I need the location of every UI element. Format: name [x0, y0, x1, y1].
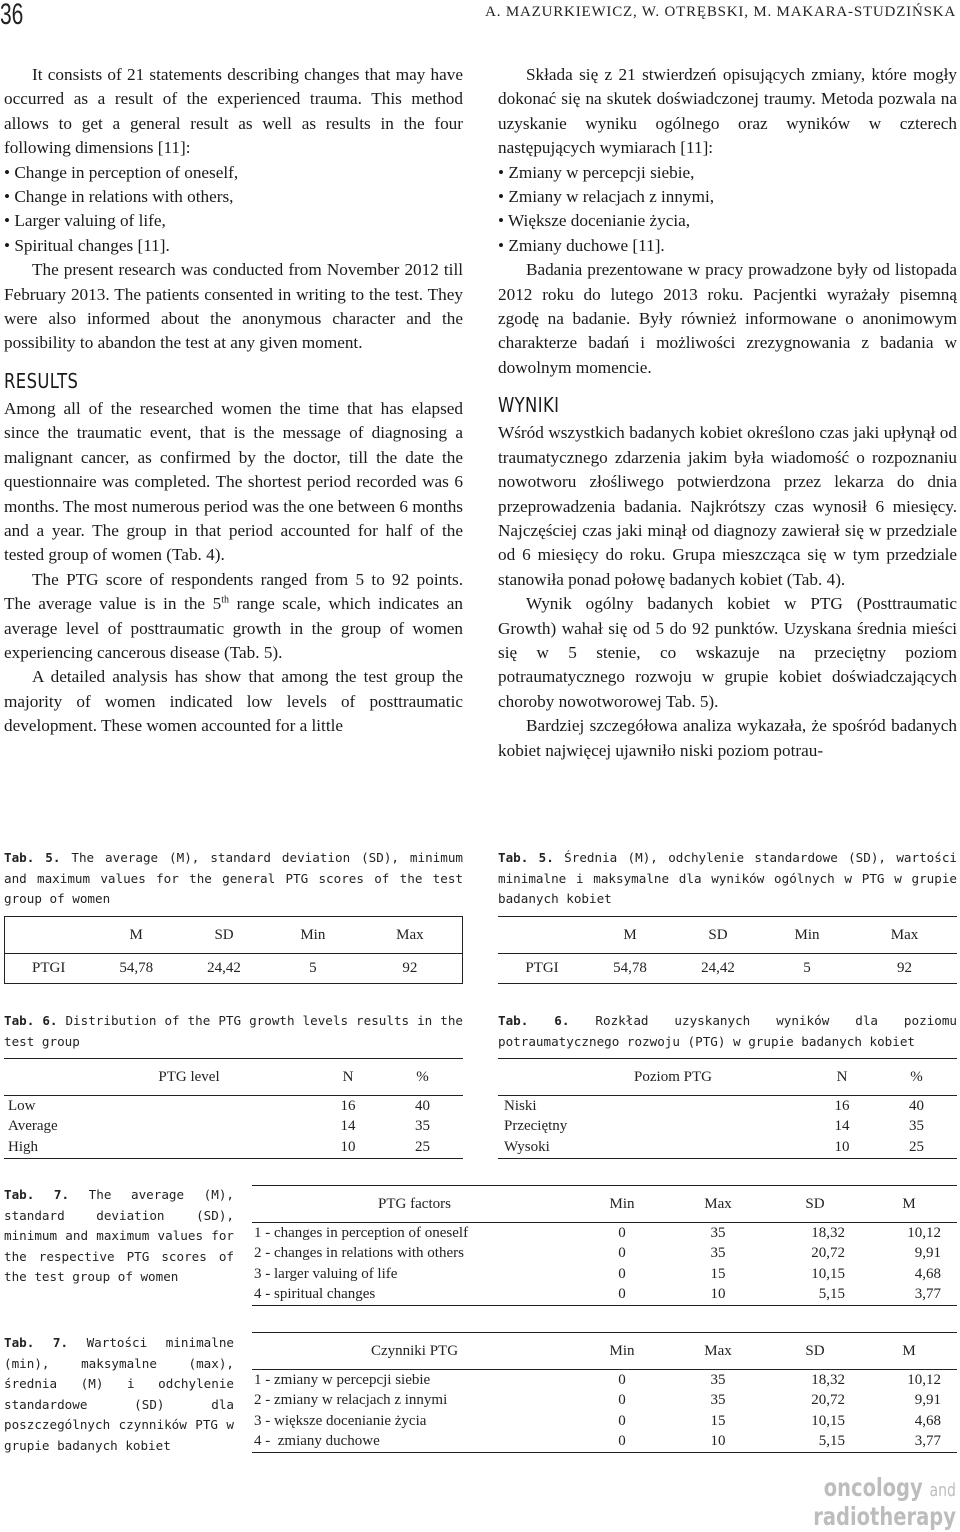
table-cell: 24,42: [701, 960, 735, 976]
table-cell: 9,91: [914, 1392, 941, 1409]
paragraph: Bardziej szczegółowa analiza wykazała, że spośród badanych kobiet najwięcej ujawniło niski poziom potrau-: [498, 716, 957, 760]
bullet-item: • Larger valuing of life,: [4, 209, 463, 233]
column-header: Max: [890, 926, 919, 943]
table-cell: 35: [710, 1245, 726, 1262]
table-cell: 1 - zmiany w percepcji siebie: [254, 1371, 431, 1388]
table-7-en: [252, 1185, 957, 1306]
table-cell: 0: [618, 1371, 626, 1388]
paragraph: [4, 568, 463, 666]
table-cell: 18,32: [811, 1371, 845, 1388]
table-label: Tab. 5.: [498, 850, 554, 865]
bullet-item: • Change in perception of oneself,: [4, 161, 463, 185]
journal-name-and: and: [929, 1480, 956, 1501]
table-cell: 15: [710, 1412, 726, 1429]
table-cell: 0: [618, 1224, 626, 1241]
column-header: SD: [805, 1195, 825, 1212]
table-cell: 0: [618, 1245, 626, 1262]
table-cell: 20,72: [811, 1245, 845, 1262]
column-header: M: [129, 926, 143, 943]
table-cell: 25: [415, 1138, 430, 1155]
table-caption: [498, 848, 957, 910]
table-cell: 2 - zmiany w relacjach z innymi: [254, 1392, 448, 1409]
caption-text: Distribution of the PTG growth levels results in the test group: [4, 1013, 463, 1049]
journal-logo: [813, 1475, 956, 1530]
column-header: Max: [358, 917, 463, 954]
table-cell: 16: [834, 1097, 850, 1114]
column-header: PTG level: [158, 1068, 220, 1085]
paragraph: Among all of the researched women the time that has elapsed since the traumatic event, that is the message of diagnosing a malignant cancer, as confirmed by the doctor, till the date the questionnaire was completed. The shortest period recorded was 6 months. The most numerous period was the one between 6 months and a year. The group in that period accounted for half of the tested group of women (Tab. 4).: [4, 398, 463, 565]
table-label: Tab. 7.: [4, 1187, 70, 1202]
page-number: 36: [0, 0, 24, 31]
text-span: range scale, which indicates an average level of posttraumatic growth in the group of women experiencing cancerous disease (Tab. 5).: [4, 594, 463, 662]
caption-text: The average (M), standard deviation (SD), minimum and maximum values for the respective PTG scores of the test group of women: [4, 1187, 235, 1284]
column-header: N: [342, 1068, 354, 1085]
table-cell: 54,78: [613, 960, 647, 976]
column-header: PTG factors: [378, 1195, 451, 1212]
table-cell: 14: [834, 1118, 850, 1135]
table-cell: 1 - changes in perception of oneself: [254, 1224, 469, 1241]
table-cell: 24,42: [207, 960, 241, 976]
table-cell: 4,68: [914, 1412, 941, 1429]
paragraph: Wśród wszystkich badanych kobiet określono czas jaki upłynął od traumatycznego zdarzenia jakim była wiadomość o rozpoznaniu nowotworu złośliwego potwierdzona przez lekarza do dnia przeprowadzenia badania. Najkrótszy czas wynosił 6 miesięcy. Najczęściej czas jaki minął od diagnozy zawierał się w przedziale od 6 miesięcy do roku. Grupa mieszcząca się w tym przedziale stanowiła ponad połowę badanych kobiet (Tab. 4).: [498, 423, 957, 589]
english-column: [4, 63, 463, 739]
caption-text: Średnia (M), odchylenie standardowe (SD), wartości minimalne i maksymalne dla wyników ogólnych w PTG w grupie badanych kobiet: [498, 850, 958, 906]
table-caption: [4, 1011, 463, 1052]
column-header: SD: [214, 926, 234, 943]
column-header: Max: [704, 1195, 732, 1212]
table-cell: 0: [618, 1412, 626, 1429]
table-label: Tab. 7.: [4, 1335, 69, 1350]
polish-column: [498, 63, 957, 763]
table-cell: 4 - zmiany duchowe: [254, 1433, 380, 1450]
table-6-en: [4, 1058, 463, 1159]
table-cell: 10,15: [811, 1412, 845, 1429]
table-cell: 92: [897, 960, 912, 976]
column-header: Min: [609, 1195, 635, 1212]
caption-text: The average (M), standard deviation (SD), minimum and maximum values for the general PTG scores of the test group of women: [4, 850, 464, 906]
table-cell: Average: [8, 1118, 58, 1135]
paragraph: Wynik ogólny badanych kobiet w PTG (Posttraumatic Growth) wahał się od 5 do 92 punktów. Uzyskana średnia mieści się w 5 stenie, co wskazuje na przeciętny poziom potraumatycznego rozwoju w grupie kobiet doświadczających choroby nowotworowej Tab. 5).: [498, 594, 957, 711]
table-cell: 35: [710, 1371, 726, 1388]
column-header: M: [623, 926, 637, 943]
column-header: [498, 917, 586, 954]
column-header: Czynniki PTG: [370, 1342, 459, 1359]
table-cell: 35: [710, 1392, 726, 1409]
table-5-en: [4, 916, 463, 984]
table-cell: 3,77: [914, 1286, 941, 1303]
table-6-pl: [498, 1058, 957, 1159]
column-header: M: [902, 1342, 916, 1359]
table-cell: 10: [340, 1138, 356, 1155]
caption-text: Rozkład uzyskanych wyników dla poziomu potraumatycznego rozwoju (PTG) w grupie badanych kobiet: [498, 1013, 958, 1049]
table-cell: 2 - changes in relations with others: [254, 1245, 464, 1262]
table-cell: 9,91: [914, 1245, 941, 1262]
table-cell: 10: [710, 1433, 726, 1450]
table-7-pl: [252, 1332, 957, 1453]
table-label: Tab. 6.: [4, 1013, 58, 1028]
table-cell: 40: [415, 1097, 430, 1114]
table-cell: 40: [909, 1097, 924, 1114]
table-cell: 5: [803, 960, 811, 976]
paragraph: It consists of 21 statements describing changes that may have occurred as a result of the experienced trauma. This method allows to get a general result as well as results in the four following dimensions [11]:: [4, 65, 463, 158]
table-caption: [498, 1011, 957, 1052]
paragraph: A detailed analysis has show that among the test group the majority of women indicated low levels of posttraumatic development. These women accounted for a little: [4, 667, 463, 736]
superscript: th: [221, 594, 229, 606]
table-cell: 10,12: [907, 1224, 941, 1241]
table-caption: [4, 1185, 234, 1288]
column-header: M: [902, 1195, 916, 1212]
table-cell: 5,15: [818, 1433, 845, 1450]
text-span: The PTG score of respondents ranged from 5 to 92 points. The average value is in the 5: [4, 569, 463, 614]
bullet-item: • Większe docenianie życia,: [498, 209, 957, 233]
table-cell: 10,12: [907, 1371, 941, 1388]
table-cell: 0: [618, 1392, 626, 1409]
table-cell: High: [8, 1138, 38, 1155]
table-cell: 0: [618, 1265, 626, 1282]
section-heading-results: WYNIKI: [498, 393, 560, 418]
table-cell: 5: [309, 960, 317, 976]
table-cell: 20,72: [811, 1392, 845, 1409]
journal-name-line2: radiotherapy: [813, 1502, 956, 1531]
column-header: N: [836, 1068, 848, 1085]
column-header: %: [910, 1068, 923, 1085]
table-cell: 10: [710, 1286, 726, 1303]
table-cell: 35: [909, 1118, 924, 1135]
paragraph: The present research was conducted from November 2012 till February 2013. The patients consented in writing to the test. They were also informed about the anonymous character and the possibility to abandon the test at any given moment.: [4, 260, 463, 353]
column-header: Min: [300, 926, 326, 943]
table-cell: 35: [415, 1118, 430, 1135]
table-cell: 18,32: [811, 1224, 845, 1241]
table-cell: 35: [710, 1224, 726, 1241]
table-cell: Wysoki: [504, 1138, 550, 1155]
table-cell: 3,77: [914, 1433, 941, 1450]
table-caption: [4, 1333, 234, 1456]
table-5-pl: [498, 916, 957, 984]
table-label: Tab. 5.: [4, 850, 61, 865]
caption-text: Wartości minimalne (min), maksymalne (max), średnia (M) i odchylenie standardowe (SD) dla poszczególnych czynników PTG w grupie badanych kobiet: [4, 1335, 234, 1453]
table-caption: [4, 848, 463, 910]
table-cell: PTGI: [5, 954, 93, 984]
running-header-authors: A. MAZURKIEWICZ, W. OTRĘBSKI, M. MAKARA-STUDZIŃSKA: [485, 4, 956, 20]
column-header: Poziom PTG: [634, 1068, 712, 1085]
column-header: Min: [794, 926, 820, 943]
table-cell: Przeciętny: [504, 1118, 568, 1135]
column-header: Max: [704, 1342, 732, 1359]
column-header: SD: [805, 1342, 825, 1359]
paragraph: Badania prezentowane w pracy prowadzone były od listopada 2012 roku do lutego 2013 roku. Pacjentki wyrażały pisemną zgodę na badanie. Były również informowane o anonimowym charakterze badań i możliwości zrezygnowania z badania w dowolnym momencie.: [498, 260, 957, 377]
table-cell: PTGI: [525, 960, 559, 976]
table-cell: 0: [618, 1433, 626, 1450]
bullet-item: • Zmiany w percepcji siebie,: [498, 161, 957, 185]
table-cell: 0: [618, 1286, 626, 1303]
section-heading-results: RESULTS: [4, 368, 79, 393]
bullet-item: • Change in relations with others,: [4, 185, 463, 209]
table-cell: 16: [340, 1097, 356, 1114]
table-cell: 14: [340, 1118, 356, 1135]
paragraph: Składa się z 21 stwierdzeń opisujących zmiany, które mogły dokonać się na skutek doświadczonej traumy. Metoda pozwala na uzyskanie wyniku ogólnego oraz wyników w czterech następujących wymiarach [11]:: [498, 65, 957, 158]
table-cell: 10: [834, 1138, 850, 1155]
table-cell: 10,15: [811, 1265, 845, 1282]
table-cell: 25: [909, 1138, 924, 1155]
table-cell: 3 - larger valuing of life: [254, 1265, 398, 1282]
column-header: Min: [609, 1342, 635, 1359]
bullet-item: • Zmiany duchowe [11].: [498, 234, 957, 258]
table-cell: 15: [710, 1265, 726, 1282]
table-cell: Niski: [504, 1097, 537, 1114]
table-cell: Low: [8, 1097, 36, 1114]
bullet-item: • Zmiany w relacjach z innymi,: [498, 185, 957, 209]
column-header: %: [416, 1068, 429, 1085]
table-cell: 4,68: [914, 1265, 941, 1282]
table-cell: 3 - większe docenianie życia: [254, 1412, 427, 1429]
journal-name-line1: oncology: [823, 1473, 923, 1502]
table-cell: 4 - spiritual changes: [254, 1286, 376, 1303]
table-cell: 92: [358, 954, 463, 984]
table-cell: 54,78: [119, 960, 154, 976]
bullet-item: • Spiritual changes [11].: [4, 234, 463, 258]
table-label: Tab. 6.: [498, 1013, 570, 1028]
table-cell: 5,15: [818, 1286, 845, 1303]
column-header: SD: [708, 926, 728, 943]
column-header: [5, 917, 93, 954]
